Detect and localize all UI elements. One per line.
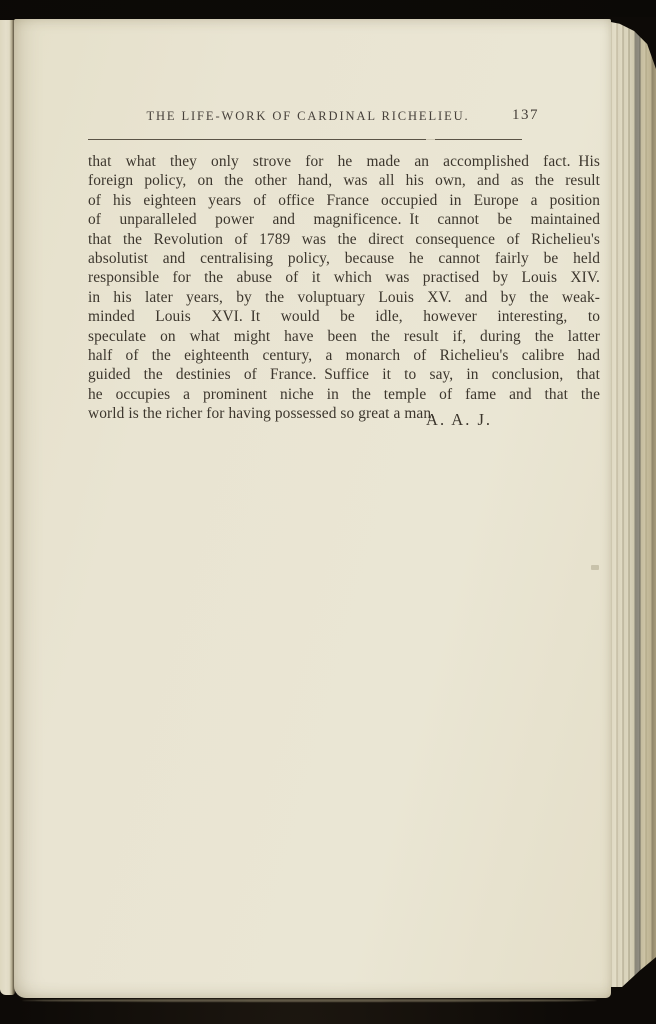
scan-artifact [591,565,599,570]
text-line: foreign policy, on the other hand, was all his own, and as the result [88,172,600,190]
text-line: that what they only strove for he made an accomplished fact. His [88,153,600,170]
author-initials: A. A. J. [426,410,492,429]
text-line: guided the destinies of France. Suffice it to say, in conclusion, that [88,366,600,384]
stacked-page-edges [610,21,656,987]
text-line: responsible for the abuse of it which was practised by Louis XIV. [88,269,600,287]
running-title: THE LIFE-WORK OF CARDINAL RICHELIEU. [146,109,470,123]
text-line: speculate on what might have been the result if, during the latter [88,327,600,345]
text-line: of his eighteen years of office France occupied in Europe a position [88,191,600,209]
text-line: he occupies a prominent niche in the temple of fame and that the [88,385,600,403]
text-line: half of the eighteenth century, a monarch of Richelieu's calibre had [88,347,600,365]
page-header [88,107,600,127]
previous-page-edge [0,20,15,995]
paragraph [88,152,600,424]
book-page [14,19,611,998]
page-number: 137 [512,107,539,123]
header-rule [88,139,522,140]
text-line: of unparalleled power and magnificence. It cannot be maintained [88,211,600,229]
text-line: that the Revolution of 1789 was the direct consequence of Richelieu's [88,230,600,248]
text-line: world is the richer for having possessed so great a man. [88,405,436,423]
text-line: minded Louis XVI. It would be idle, however interesting, to [88,308,600,326]
text-line: in his later years, by the voluptuary Louis XV. and by the weak- [88,288,600,306]
text-line: absolutist and centralising policy, because he cannot fairly be held [88,250,600,268]
